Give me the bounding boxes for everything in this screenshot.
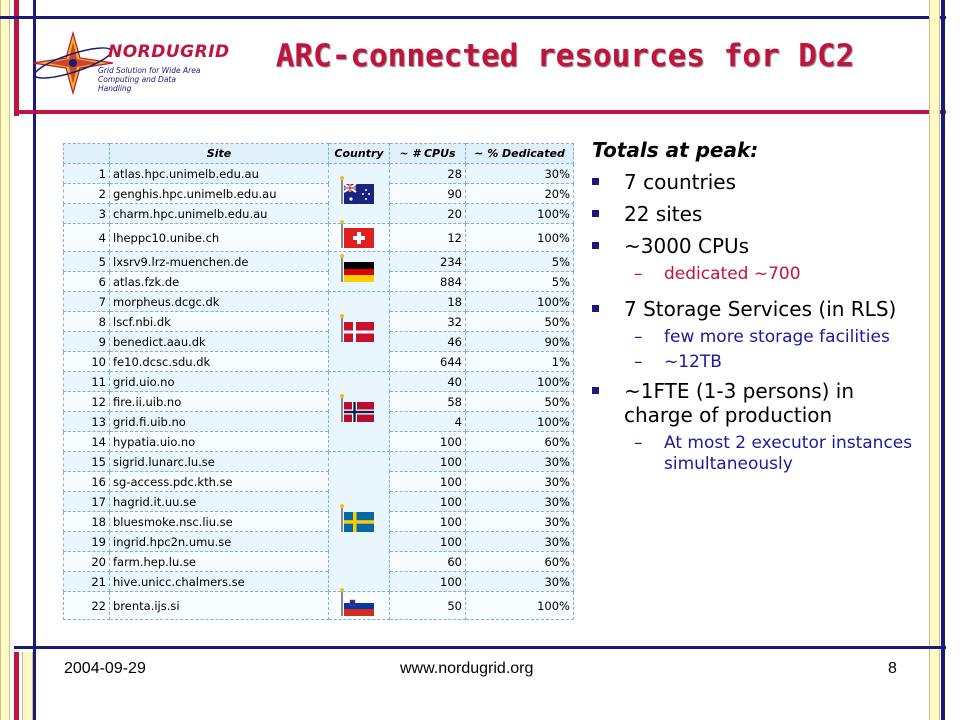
row-index: 12 — [64, 392, 110, 412]
footer-navy-line — [14, 646, 946, 649]
footer-date: 2004-09-29 — [64, 660, 146, 677]
denmark-flag-icon — [344, 318, 374, 345]
header-country: Country — [329, 144, 390, 164]
site-name: bluesmoke.nsc.liu.se — [110, 512, 329, 532]
country-cell — [329, 224, 390, 252]
table-row — [64, 452, 574, 472]
site-name: grid.fi.uib.no — [110, 412, 329, 432]
sweden-flag-icon — [344, 508, 374, 535]
site-name: hagrid.it.uu.se — [110, 492, 329, 512]
logo-wordmark: NORDUGRID — [108, 42, 230, 62]
site-name: hypatia.uio.no — [110, 432, 329, 452]
dedicated-percent: 30% — [466, 492, 574, 512]
site-name: morpheus.dcgc.dk — [110, 292, 329, 312]
row-index: 7 — [64, 292, 110, 312]
sub-dedicated: – dedicated ~700 — [634, 264, 801, 284]
country-cell — [329, 164, 390, 224]
footer-yellow-strip — [22, 652, 33, 720]
sub-executor: – At most 2 executor instances simultaneously — [634, 433, 913, 474]
cpu-count: 4 — [390, 412, 466, 432]
row-index: 11 — [64, 372, 110, 392]
header-site: Site — [110, 144, 329, 164]
totals-panel — [592, 138, 922, 481]
row-index: 22 — [64, 592, 110, 620]
dedicated-percent: 1% — [466, 352, 574, 372]
bullet-square-icon — [592, 305, 599, 312]
cpu-count: 46 — [390, 332, 466, 352]
bullet-square-icon — [592, 387, 599, 394]
sub-storage-more: – few more storage facilities — [634, 327, 890, 347]
dedicated-percent: 30% — [466, 164, 574, 184]
cpu-count: 18 — [390, 292, 466, 312]
dedicated-percent: 30% — [466, 512, 574, 532]
site-name: sg-access.pdc.kth.se — [110, 472, 329, 492]
sub-text: At most 2 executor instances simultaneously — [664, 433, 913, 474]
logo-tagline: Grid Solution for Wide Area Computing and Data Handling — [98, 66, 201, 93]
dedicated-percent: 100% — [466, 224, 574, 252]
sites-table — [63, 143, 574, 620]
dedicated-percent: 30% — [466, 452, 574, 472]
nordugrid-logo — [28, 28, 230, 98]
row-index: 9 — [64, 332, 110, 352]
sub-text: few more storage facilities — [664, 327, 890, 347]
site-name: genghis.hpc.unimelb.edu.au — [110, 184, 329, 204]
site-name: ingrid.hpc2n.umu.se — [110, 532, 329, 552]
bullet-countries — [592, 170, 922, 194]
cpu-count: 90 — [390, 184, 466, 204]
country-cell — [329, 252, 390, 292]
header-index — [64, 144, 110, 164]
dedicated-percent: 100% — [466, 372, 574, 392]
slovenia-flag-icon — [344, 592, 374, 619]
site-name: atlas.fzk.de — [110, 272, 329, 292]
site-name: brenta.ijs.si — [110, 592, 329, 620]
bullet-square-icon — [592, 178, 599, 185]
table-row — [64, 592, 574, 620]
country-cell — [329, 592, 390, 620]
row-index: 1 — [64, 164, 110, 184]
dedicated-percent: 5% — [466, 272, 574, 292]
site-name: fe10.dcsc.sdu.dk — [110, 352, 329, 372]
cpu-count: 58 — [390, 392, 466, 412]
cpu-count: 20 — [390, 204, 466, 224]
bullet-text: 7 Storage Services (in RLS) — [624, 297, 897, 321]
site-name: hive.unicc.chalmers.se — [110, 572, 329, 592]
top-navy-line — [0, 16, 946, 19]
table-row — [64, 572, 574, 592]
cpu-count: 40 — [390, 372, 466, 392]
row-index: 6 — [64, 272, 110, 292]
switzerland-flag-icon — [344, 224, 374, 251]
bullet-fte — [592, 379, 922, 427]
country-cell — [329, 372, 390, 452]
table-row — [64, 352, 574, 372]
dedicated-percent: 60% — [466, 432, 574, 452]
bullet-sites — [592, 202, 922, 226]
sub-text: dedicated ~700 — [664, 264, 801, 284]
australia-flag-icon — [344, 180, 374, 207]
dedicated-percent: 60% — [466, 552, 574, 572]
row-index: 20 — [64, 552, 110, 572]
table-row — [64, 432, 574, 452]
row-index: 10 — [64, 352, 110, 372]
table-row — [64, 372, 574, 392]
site-name: fire.ii.uib.no — [110, 392, 329, 412]
row-index: 2 — [64, 184, 110, 204]
row-index: 4 — [64, 224, 110, 252]
dedicated-percent: 100% — [466, 592, 574, 620]
footer-page-number: 8 — [888, 660, 897, 677]
cpu-count: 12 — [390, 224, 466, 252]
page-title: ARC-connected resources for DC2 — [275, 38, 855, 74]
cpu-count: 60 — [390, 552, 466, 572]
cpu-count: 234 — [390, 252, 466, 272]
site-name: benedict.aau.dk — [110, 332, 329, 352]
site-name: lheppc10.unibe.ch — [110, 224, 329, 252]
row-index: 15 — [64, 452, 110, 472]
table-row — [64, 552, 574, 572]
row-index: 17 — [64, 492, 110, 512]
row-index: 14 — [64, 432, 110, 452]
site-name: charm.hpc.unimelb.edu.au — [110, 204, 329, 224]
sub-storage-size: – ~12TB — [634, 352, 722, 372]
left-yellow-strip — [0, 0, 10, 720]
table-row — [64, 272, 574, 292]
table-row — [64, 312, 574, 332]
table-header-row — [64, 144, 574, 164]
dedicated-percent: 50% — [466, 312, 574, 332]
site-name: farm.hep.lu.se — [110, 552, 329, 572]
bullet-text: 22 sites — [624, 202, 703, 226]
right-yellow-strip — [929, 0, 940, 720]
country-cell — [329, 292, 390, 372]
left-navy-line — [33, 0, 36, 720]
cpu-count: 100 — [390, 432, 466, 452]
bullet-cpus — [592, 234, 922, 258]
dedicated-percent: 30% — [466, 572, 574, 592]
header-dedicated: ~ % Dedicated — [466, 144, 574, 164]
table-row — [64, 204, 574, 224]
site-name: lscf.nbi.dk — [110, 312, 329, 332]
cpu-count: 28 — [390, 164, 466, 184]
bullet-text: ~3000 CPUs — [624, 234, 750, 258]
row-index: 13 — [64, 412, 110, 432]
table-row — [64, 492, 574, 512]
table-row — [64, 184, 574, 204]
table-row — [64, 224, 574, 252]
cpu-count: 100 — [390, 572, 466, 592]
table-row — [64, 412, 574, 432]
site-name: grid.uio.no — [110, 372, 329, 392]
dedicated-percent: 30% — [466, 532, 574, 552]
totals-heading: Totals at peak: — [592, 138, 759, 162]
cpu-count: 100 — [390, 492, 466, 512]
dedicated-percent: 100% — [466, 292, 574, 312]
row-index: 3 — [64, 204, 110, 224]
cpu-count: 32 — [390, 312, 466, 332]
country-cell — [329, 452, 390, 592]
table-row — [64, 392, 574, 412]
table-row — [64, 292, 574, 312]
cpu-count: 50 — [390, 592, 466, 620]
dedicated-percent: 50% — [466, 392, 574, 412]
row-index: 16 — [64, 472, 110, 492]
bullet-square-icon — [592, 242, 599, 249]
footer-url[interactable]: www.nordugrid.org — [400, 660, 534, 677]
dedicated-percent: 100% — [466, 204, 574, 224]
table-row — [64, 332, 574, 352]
cpu-count: 100 — [390, 532, 466, 552]
cpu-count: 100 — [390, 452, 466, 472]
germany-flag-icon — [344, 258, 374, 285]
bullet-storage — [592, 297, 922, 321]
row-index: 8 — [64, 312, 110, 332]
bullet-square-icon — [592, 210, 599, 217]
site-name: atlas.hpc.unimelb.edu.au — [110, 164, 329, 184]
dedicated-percent: 90% — [466, 332, 574, 352]
cpu-count: 100 — [390, 472, 466, 492]
row-index: 5 — [64, 252, 110, 272]
table-row — [64, 252, 574, 272]
header-red-underline — [14, 110, 946, 114]
row-index: 18 — [64, 512, 110, 532]
header-cpus: ~ # CPUs — [390, 144, 466, 164]
right-navy-line — [941, 0, 945, 720]
table-row — [64, 472, 574, 492]
cpu-count: 884 — [390, 272, 466, 292]
row-index: 21 — [64, 572, 110, 592]
table-row — [64, 532, 574, 552]
row-index: 19 — [64, 532, 110, 552]
norway-flag-icon — [344, 398, 374, 425]
sub-text: ~12TB — [664, 352, 722, 372]
table-row — [64, 512, 574, 532]
cpu-count: 644 — [390, 352, 466, 372]
dedicated-percent: 100% — [466, 412, 574, 432]
footer-red-bar — [14, 652, 19, 720]
bullet-text: 7 countries — [624, 170, 737, 194]
dedicated-percent: 30% — [466, 472, 574, 492]
dedicated-percent: 20% — [466, 184, 574, 204]
bullet-text: ~1FTE (1-3 persons) in charge of production — [624, 379, 855, 427]
dedicated-percent: 5% — [466, 252, 574, 272]
site-name: sigrid.lunarc.lu.se — [110, 452, 329, 472]
site-name: lxsrv9.lrz-muenchen.de — [110, 252, 329, 272]
table-row — [64, 164, 574, 184]
cpu-count: 100 — [390, 512, 466, 532]
